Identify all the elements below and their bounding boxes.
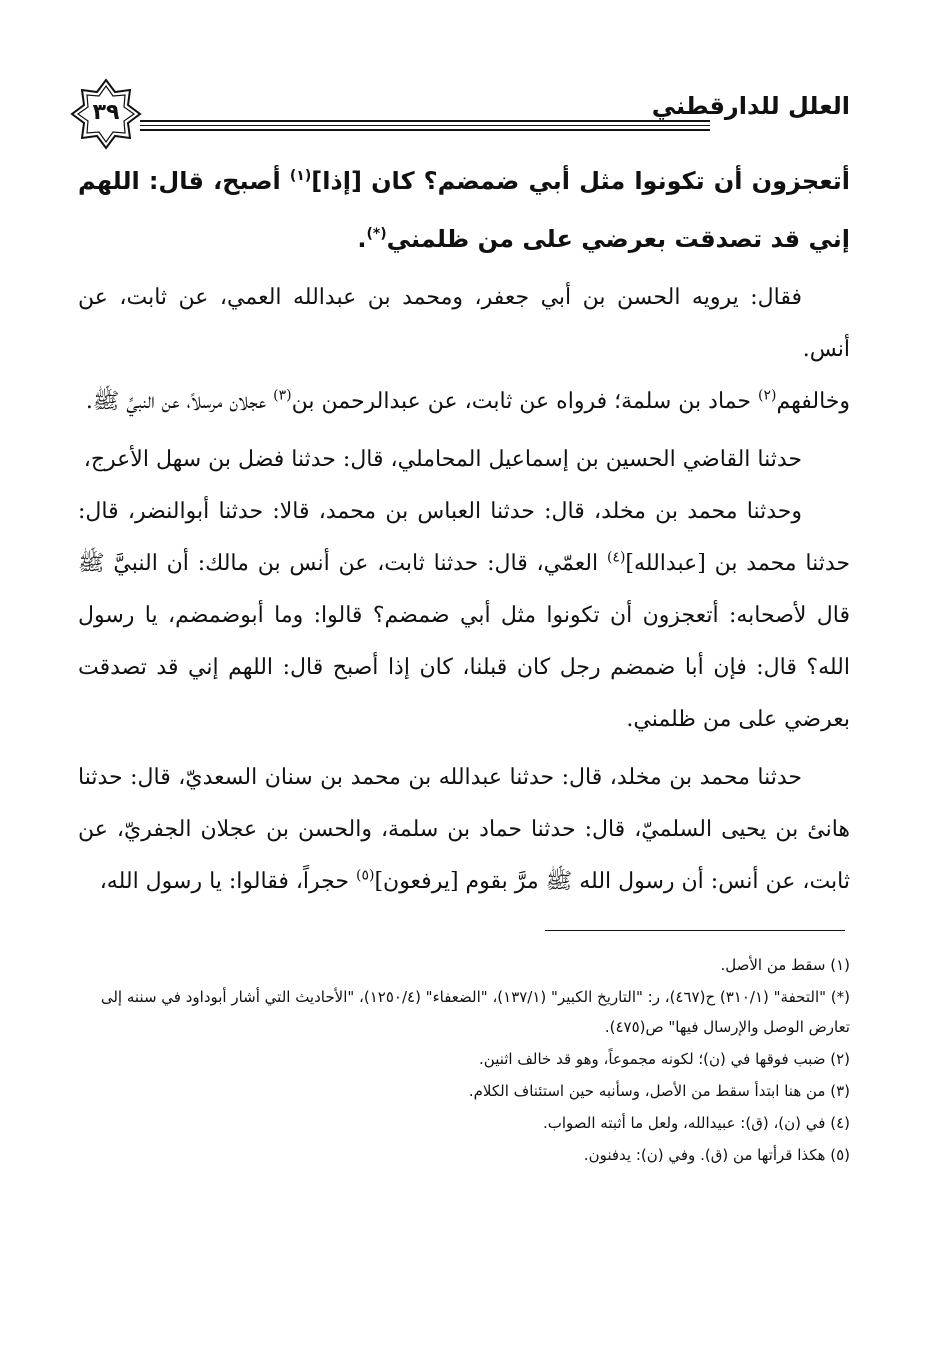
- footnote: (٣) من هنا ابتدأ سقط من الأصل، وسأنبه حين استئناف الكلام.: [468, 1082, 850, 1100]
- page-number-badge: [70, 78, 142, 150]
- footnote: (٥) هكذا قرأتها من (ق). وفي (ن): يدفنون.: [583, 1146, 850, 1164]
- footnote: (٤) في (ن)، (ق): عبيدالله، ولعل ما أثبته الصواب.: [542, 1114, 850, 1132]
- footnote-marker: (*): [366, 226, 387, 242]
- paragraph: وخالفهم$^{(٢)}$ حماد بن سلمة؛ فرواه عن ثابت، عن عبدالرحمن بن$^{(٣)}$ عجلان مرسلاً، عن النبيِّ ﷺ.: [85, 387, 850, 414]
- footnote-separator: [545, 930, 845, 931]
- header-rule: [140, 129, 710, 131]
- hadith-quote: [78, 152, 850, 268]
- footnote: (*) "التحفة" (٣١٠/١) ح(٤٦٧)، ر: "التاريخ الكبير" (١٣٧/١)، "الضعفاء" (١٢٥٠/٤)، "الأحاديث التي أشار أبوداود في سننه إلى تعارض الوصل والإرسال فيها" ص(٤٧٥).: [100, 988, 850, 1036]
- paragraph: وحدثنا محمد بن مخلد، قال: حدثنا العباس بن محمد، قالا: حدثنا أبوالنضر، قال: حدثنا محمد بن [عبدالله]$^{(٤)}$ العمّي، قال: حدثنا ثابت، عن أنس بن مالك: أن النبيَّ ﷺ قال لأصحابه: أتعجزون أن تكونوا مثل أبي ضمضم؟ قالوا: وما أبوضمضم، يا رسول الله؟ قال: فإن أبا ضمضم رجل كان قبلنا، كان إذا أصبح قال: اللهم إني قد تصدقت بعرضي على من ظلمني.: [78, 499, 850, 732]
- page-number: ٣٩: [92, 100, 120, 125]
- footnote-marker: (٣): [273, 387, 292, 404]
- paragraph: فقال: يرويه الحسن بن أبي جعفر، ومحمد بن عبدالله العمي، عن ثابت، عن أنس.: [78, 285, 850, 362]
- footnote-marker: (١): [289, 168, 312, 184]
- book-title: العلل للدارقطني: [651, 92, 850, 120]
- footnote: (٢) ضبب فوقها في (ن)؛ لكونه مجموعاً، وهو قد خالف اثنين.: [479, 1050, 850, 1068]
- main-text: [78, 272, 850, 908]
- header-rule: [140, 120, 710, 122]
- header-rule: [140, 125, 710, 126]
- footnote-marker: (٤): [606, 549, 626, 566]
- footnote-marker: (٢): [757, 387, 777, 404]
- paragraph: حدثنا القاضي الحسين بن إسماعيل المحاملي، قال: حدثنا فضل بن سهل الأعرج،: [83, 447, 802, 472]
- footnote-marker: (٥): [355, 867, 375, 884]
- paragraph: حدثنا محمد بن مخلد، قال: حدثنا عبدالله بن محمد بن سنان السعديّ، قال: حدثنا هانئ بن يحيى السلميّ، قال: حدثنا حماد بن سلمة، والحسن بن عجلان الجفريّ، عن ثابت، عن أنس: أن رسول الله ﷺ مرَّ بقوم [يرفعون]$^{(٥)}$ حجراً، فقالوا: يا رسول الله،: [78, 765, 850, 894]
- footnotes: [78, 950, 850, 1172]
- quote-paragraph: أتعجزون أن تكونوا مثل أبي ضمضم؟ كان [إذا]$^{(١)}$ أصبح، قال: اللهم إني قد تصدقت بعرضي على من ظلمني(*).: [78, 167, 851, 253]
- running-header: [70, 78, 850, 148]
- footnote: (١) سقط من الأصل.: [720, 956, 850, 974]
